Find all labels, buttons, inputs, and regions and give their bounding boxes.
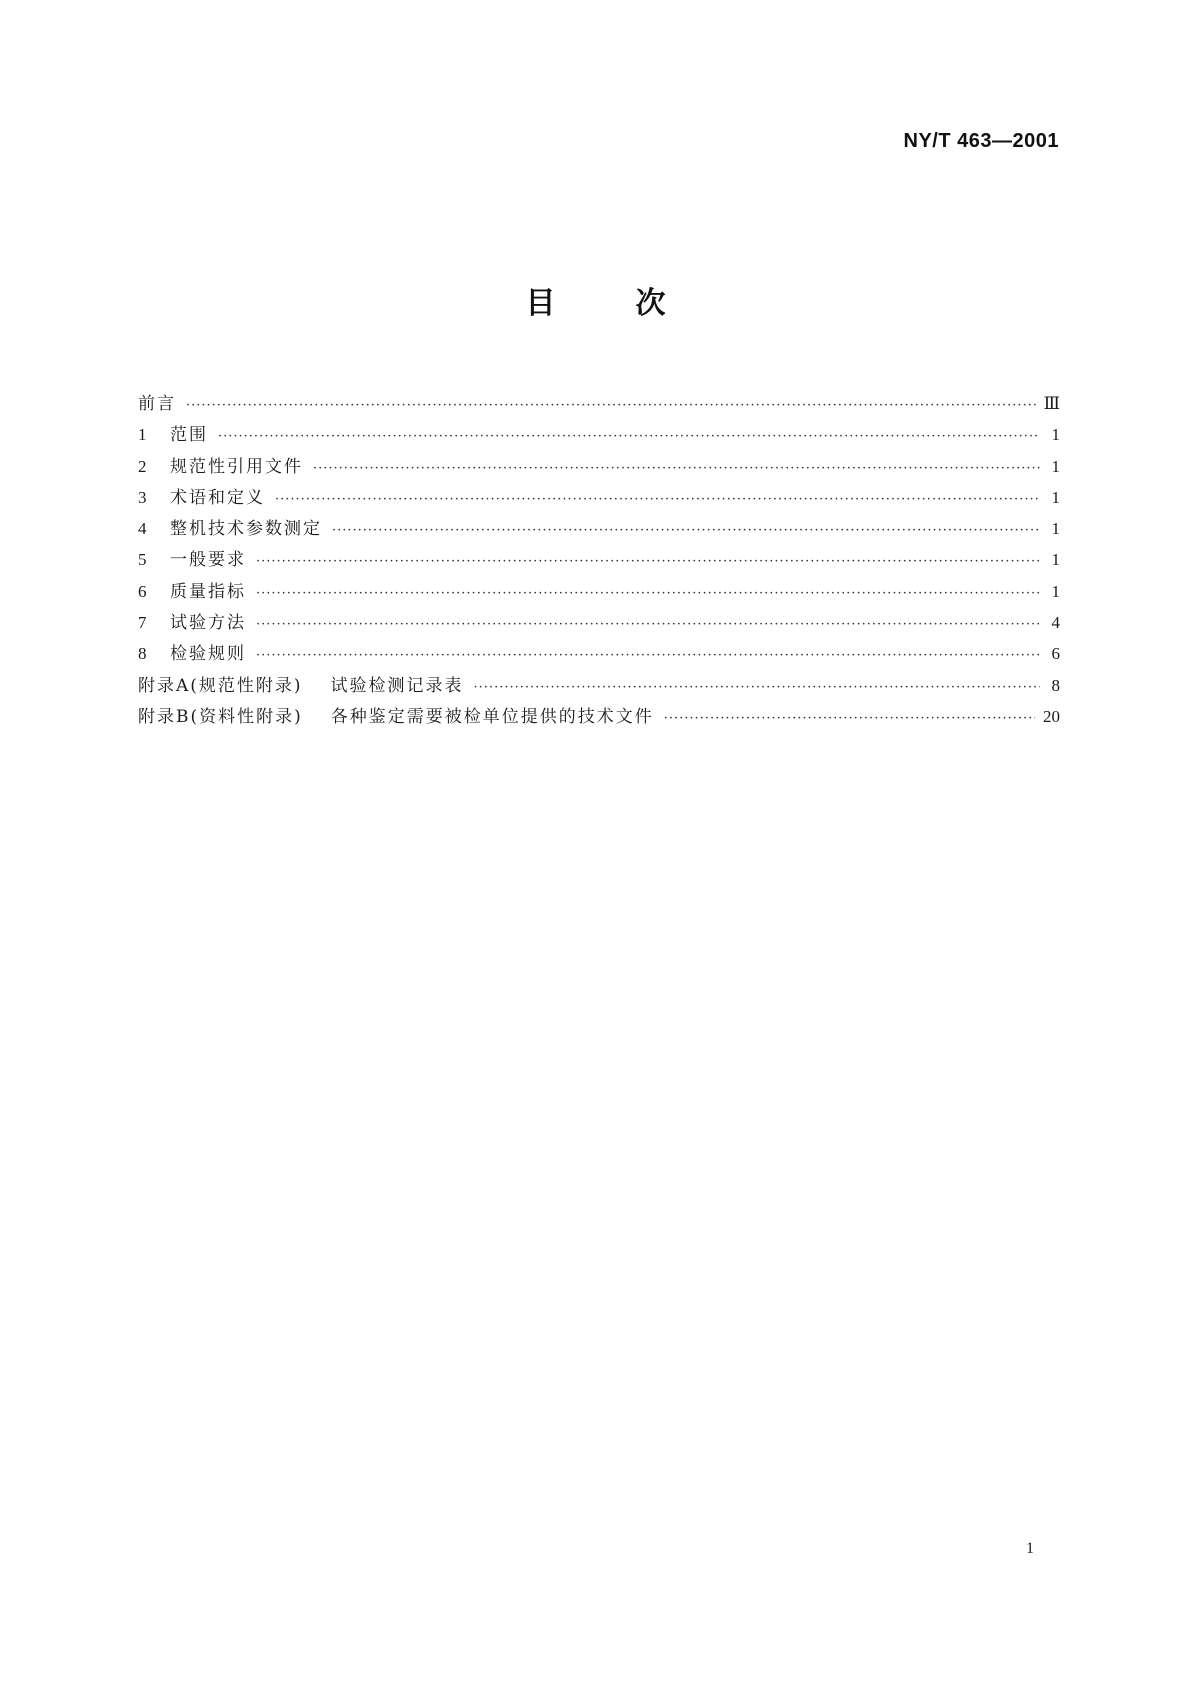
toc-entry-4[interactable] — [138, 513, 1060, 544]
toc-dot-leader — [474, 672, 1040, 703]
toc-entry-subtitle: 各种鉴定需要被检单位提供的技术文件 — [330, 706, 654, 727]
toc-entry-appendix-b[interactable] — [138, 701, 1060, 732]
toc-page-number: 1 — [1051, 487, 1060, 507]
toc-entry-title: 附录B(资料性附录) — [138, 706, 303, 727]
toc-dot-leader — [218, 421, 1040, 452]
toc-entry-title: 整机技术参数测定 — [170, 519, 322, 540]
toc-label — [138, 702, 654, 733]
toc-page-number: 1 — [1051, 581, 1060, 601]
toc-entry-title: 试验方法 — [170, 613, 246, 634]
table-of-contents — [138, 388, 1060, 732]
toc-entry-title: 前言 — [138, 394, 176, 414]
toc-dot-leader — [332, 515, 1040, 546]
toc-entry-number: 8 — [138, 644, 147, 664]
toc-page-number: 1 — [1051, 519, 1060, 539]
toc-dot-leader — [256, 546, 1040, 577]
toc-entry-title: 范围 — [170, 425, 208, 446]
toc-entry-7[interactable] — [138, 607, 1060, 638]
toc-label — [138, 607, 246, 639]
toc-entry-5[interactable] — [138, 544, 1060, 575]
page-title: 目次 — [525, 286, 746, 321]
toc-entry-1[interactable] — [138, 419, 1060, 450]
toc-label — [138, 389, 176, 420]
toc-label — [138, 671, 464, 702]
toc-entry-8[interactable] — [138, 638, 1060, 669]
toc-entry-title: 一般要求 — [170, 550, 246, 571]
toc-dot-leader — [256, 609, 1040, 640]
toc-entry-6[interactable] — [138, 576, 1060, 607]
toc-page-number: 8 — [1051, 675, 1060, 695]
toc-page-number: 6 — [1051, 644, 1060, 664]
toc-entry-title: 术语和定义 — [170, 487, 265, 508]
toc-entry-appendix-a[interactable] — [138, 670, 1060, 701]
toc-dot-leader — [275, 484, 1040, 515]
toc-entry-title: 质量指标 — [170, 581, 246, 602]
standard-code: NY/T 463—2001 — [903, 130, 1059, 152]
toc-page-number: 1 — [1051, 550, 1060, 570]
toc-entry-3[interactable] — [138, 482, 1060, 513]
toc-entry-preface[interactable] — [138, 388, 1060, 419]
toc-entry-subtitle: 试验检测记录表 — [330, 675, 464, 696]
toc-entry-number: 1 — [138, 425, 147, 445]
toc-entry-number: 4 — [138, 519, 147, 539]
toc-page-number: 1 — [1051, 456, 1060, 476]
toc-page-number: 20 — [1043, 706, 1060, 726]
toc-entry-title: 附录A(规范性附录) — [138, 675, 303, 696]
toc-label — [138, 451, 303, 483]
toc-page-number: Ⅲ — [1043, 394, 1060, 413]
toc-dot-leader — [664, 703, 1035, 734]
toc-entry-number: 5 — [138, 550, 147, 570]
toc-entry-number: 6 — [138, 581, 147, 601]
toc-dot-leader — [186, 390, 1036, 421]
toc-label — [138, 419, 208, 451]
toc-dot-leader — [256, 640, 1040, 671]
toc-dot-leader — [256, 578, 1040, 609]
toc-page-number: 1 — [1051, 425, 1060, 445]
toc-label — [138, 482, 265, 514]
toc-entry-title: 规范性引用文件 — [170, 456, 303, 477]
toc-label — [138, 576, 246, 608]
toc-label — [138, 544, 246, 576]
toc-label — [138, 638, 246, 670]
page-number: 1 — [1026, 1540, 1034, 1557]
toc-page-number: 4 — [1051, 613, 1060, 633]
toc-dot-leader — [313, 453, 1040, 484]
toc-entry-title: 检验规则 — [170, 644, 246, 665]
toc-entry-number: 3 — [138, 487, 147, 507]
toc-entry-number: 2 — [138, 456, 147, 476]
toc-entry-2[interactable] — [138, 451, 1060, 482]
toc-label — [138, 513, 322, 545]
toc-entry-number: 7 — [138, 613, 147, 633]
